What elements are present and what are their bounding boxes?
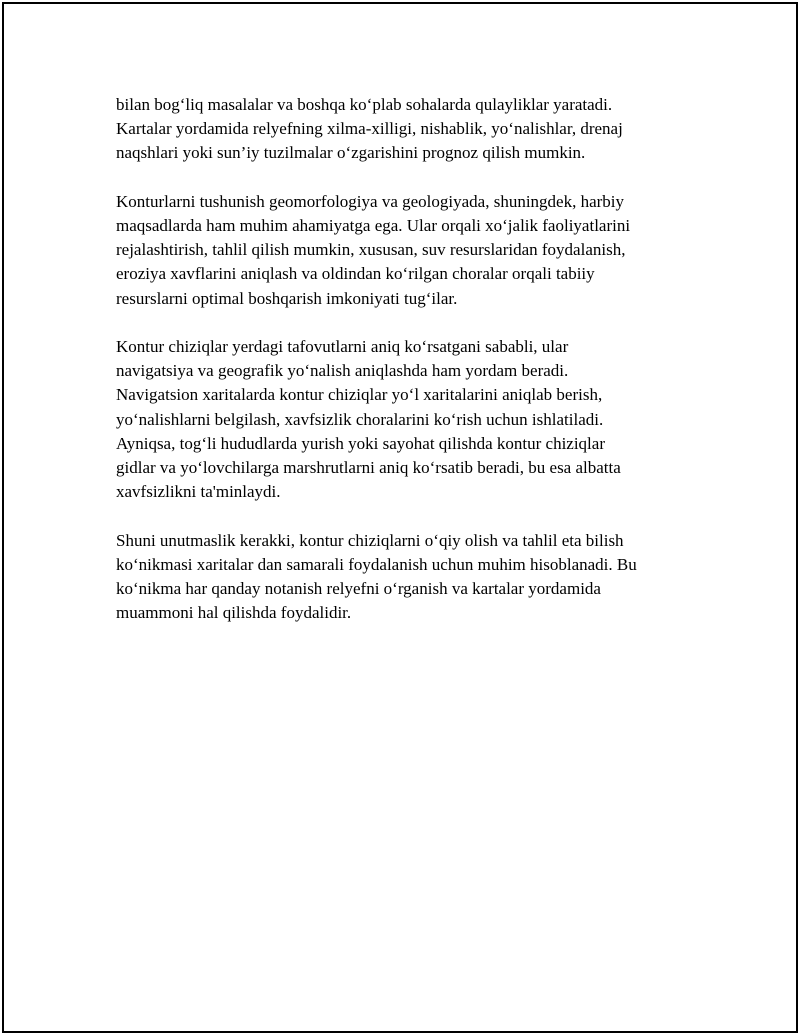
text-line: rejalashtirish, tahlil qilish mumkin, xususan, suv resurslaridan foydalanish, bbox=[116, 240, 626, 260]
text-line: Kartalar yordamida relyefning xilma-xilligi, nishablik, yo‘nalishlar, drenaj bbox=[116, 119, 623, 139]
text-line: resurslarni optimal boshqarish imkoniyati tug‘ilar. bbox=[116, 288, 458, 308]
paragraph-4 bbox=[116, 529, 696, 626]
text-line: Ayniqsa, tog‘li hududlarda yurish yoki sayohat qilishda kontur chiziqlar bbox=[116, 433, 605, 453]
text-line: maqsadlarda ham muhim ahamiyatga ega. Ular orqali xo‘jalik faoliyatlarini bbox=[116, 216, 631, 235]
text-line: muammoni hal qilishda foydalidir. bbox=[116, 603, 352, 623]
text-line: gidlar va yo‘lovchilarga marshrutlarni aniq ko‘rsatib beradi, bu esa albatta bbox=[116, 458, 621, 478]
text-line: Konturlarni tushunish geomorfologiya va geologiyada, shuningdek, harbiy bbox=[116, 191, 625, 211]
paragraph-3 bbox=[116, 335, 696, 504]
text-line: Kontur chiziqlar yerdagi tafovutlarni aniq ko‘rsatgani sababli, ular bbox=[116, 337, 569, 356]
text-line: xavfsizlikni ta'minlaydi. bbox=[116, 482, 281, 502]
text-line: naqshlari yoki sun’iy tuzilmalar o‘zgarishini prognoz qilish mumkin. bbox=[116, 143, 586, 163]
text-line: eroziya xavflarini aniqlash va oldindan ko‘rilgan choralar orqali tabiiy bbox=[116, 264, 595, 284]
text-line: ko‘nikmasi xaritalar dan samarali foydalanish uchun muhim hisoblanadi. Bu bbox=[116, 554, 637, 574]
text-line: ko‘nikma har qanday notanish relyefni o‘rganish va kartalar yordamida bbox=[116, 579, 601, 599]
paragraph-2 bbox=[116, 190, 696, 311]
text-line: navigatsiya va geografik yo‘nalish aniqlashda ham yordam beradi. bbox=[116, 361, 569, 381]
paragraph-1 bbox=[116, 93, 696, 166]
text-line: bilan bog‘liq masalalar va boshqa ko‘plab sohalarda qulayliklar yaratadi. bbox=[116, 95, 613, 114]
text-line: yo‘nalishlarni belgilash, xavfsizlik choralarini ko‘rish uchun ishlatiladi. bbox=[116, 409, 604, 429]
text-line: Shuni unutmaslik kerakki, kontur chiziqlarni o‘qiy olish va tahlil eta bilish bbox=[116, 530, 624, 550]
document-body bbox=[116, 93, 696, 650]
text-line: Navigatsion xaritalarda kontur chiziqlar yo‘l xaritalarini aniqlab berish, bbox=[116, 385, 603, 405]
